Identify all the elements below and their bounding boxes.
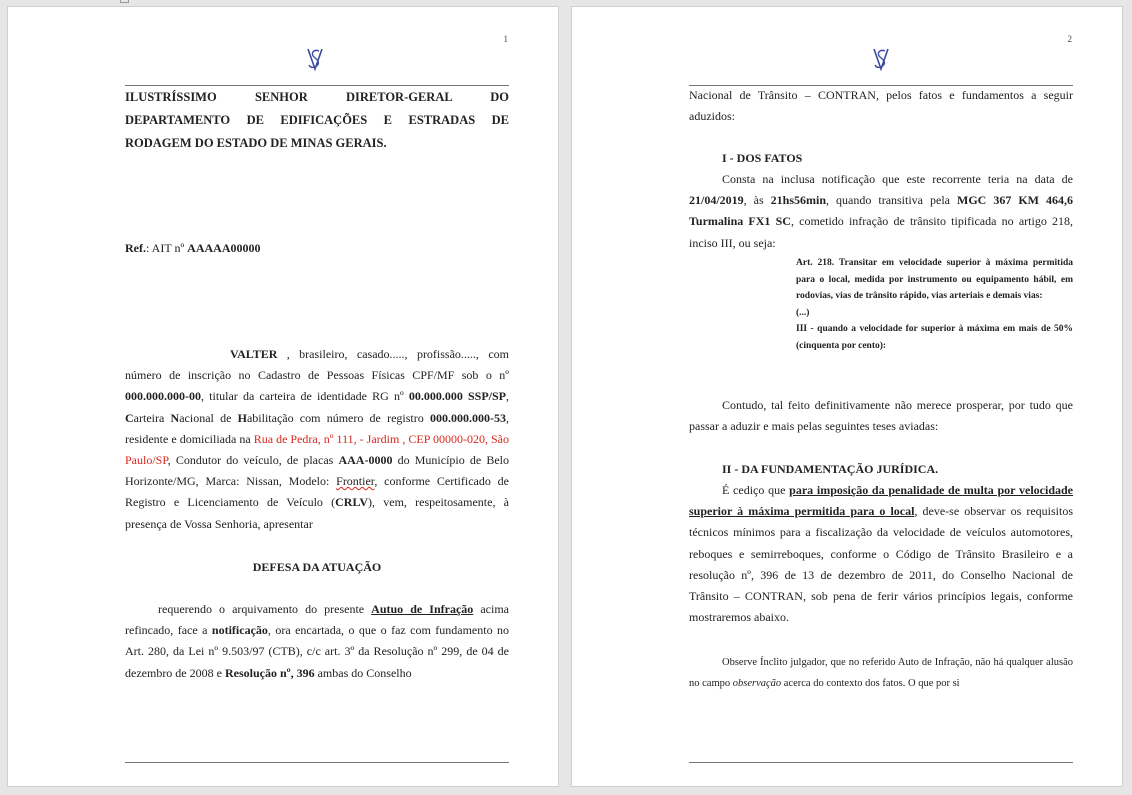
footer-rule — [689, 762, 1073, 763]
vs-monogram-icon — [871, 45, 891, 73]
ruler-marker — [120, 0, 129, 3]
observe-paragraph: Observe Ínclito julgador, que no referido Auto de Infração, não há qualquer alusão no campo observação acerca do contexto dos fatos. O que por si — [689, 657, 1073, 690]
page-number: 2 — [1067, 34, 1072, 44]
footer-rule — [125, 762, 509, 763]
reference-line: Ref.: AIT nº AAAAA00000 — [125, 241, 261, 255]
facts-heading: I - DOS FATOS — [722, 151, 803, 165]
qualification-paragraph: VALTER , brasileiro, casado....., profissão....., com número de inscrição no Cadastro de Pessoas Físicas CPF/MF sob o nº 000.000.000-00, titular da carteira de identidade RG nº 00.000.000 SSP/SP, Carteira Nacional de Habilitação com número de registro 000.000.000-53, residente e domiciliada na Rua de Pedra, nº 111, - Jardim , CEP 00000-020, São Paulo/SP, Condutor do veículo, de placas AAA-0000 do Município de Belo Horizonte/MG, Marca: Nissan, Modelo: Frontier, conforme Certificado de Registro e Licenciamento de Veículo (CRLV), vem, respeitosamente, à presença de Vossa Senhoria, apresentar — [125, 347, 509, 531]
law-paragraph: É cediço que para imposição da penalidade de multa por velocidade superior à máxima permitida para o local, deve-se observar os requisitos técnicos mínimos para a fiscalização da velocidade de veículos automotores, reboques e semirreboques, conforme o Código de Trânsito Brasileiro e a resolução nº, 396 de 13 de dezembro de 2011, do Conselho Nacional de Trânsito – CONTRAN, sob pena de ferir vários princípios legais, conforme mostraremos abaixo. — [689, 483, 1074, 625]
legal-quote: Art. 218. Transitar em velocidade superior à máxima permitida para o local, medida por instrumento ou equipamento hábil, em rodovias, vias de trânsito rápido, vias arteriais e demais vias: (...) III - quando a velocidade for superior à máxima em mais de 50% (cinquenta por cento): — [796, 258, 1073, 351]
contudo-paragraph: Contudo, tal feito definitivamente não merece prosperar, por tudo que passar a aduzir e mais pelas seguintes teses aviadas: — [689, 398, 1073, 434]
addressee: ILUSTRÍSSIMO SENHOR DIRETOR-GERAL DO DEPARTAMENTO DE EDIFICAÇÕES E ESTRADAS DE RODAGEM DO ESTADO DE MINAS GERAIS. — [125, 90, 509, 150]
request-paragraph: requerendo o arquivamento do presente Autuo de Infração acima refincado, face a notificação, ora encartada, o que o faz com fundamento no Art. 280, da Lei nº 9.503/97 (CTB), c/c art. 3º da Resolução nº 299, de 04 de dezembro de 2008 e Resolução nº, 396 ambas do Conselho — [125, 602, 510, 680]
document-page-1[interactable] — [7, 6, 559, 787]
spellcheck-word: Frontier — [336, 474, 375, 489]
facts-paragraph: Consta na inclusa notificação que este recorrente teria na data de 21/04/2019, às 21hs56min, quando transitiva pela MGC 367 KM 464,6 Turmalina FX1 SC, cometido infração de trânsito tipificada no artigo 218, inciso III, ou seja: — [689, 172, 1073, 250]
page-number: 1 — [503, 34, 508, 44]
vs-monogram-icon — [305, 45, 325, 73]
document-page-2[interactable] — [571, 6, 1123, 787]
continuation-paragraph: Nacional de Trânsito – CONTRAN, pelos fatos e fundamentos a seguir aduzidos: — [689, 88, 1073, 124]
section-title: DEFESA DA ATUAÇÃO — [252, 560, 382, 574]
law-heading: II - DA FUNDAMENTAÇÃO JURÍDICA. — [722, 462, 939, 476]
address-text: Rua de Pedra, nº 111, - Jardim , CEP 00000-020, São Paulo/SP — [125, 431, 509, 468]
